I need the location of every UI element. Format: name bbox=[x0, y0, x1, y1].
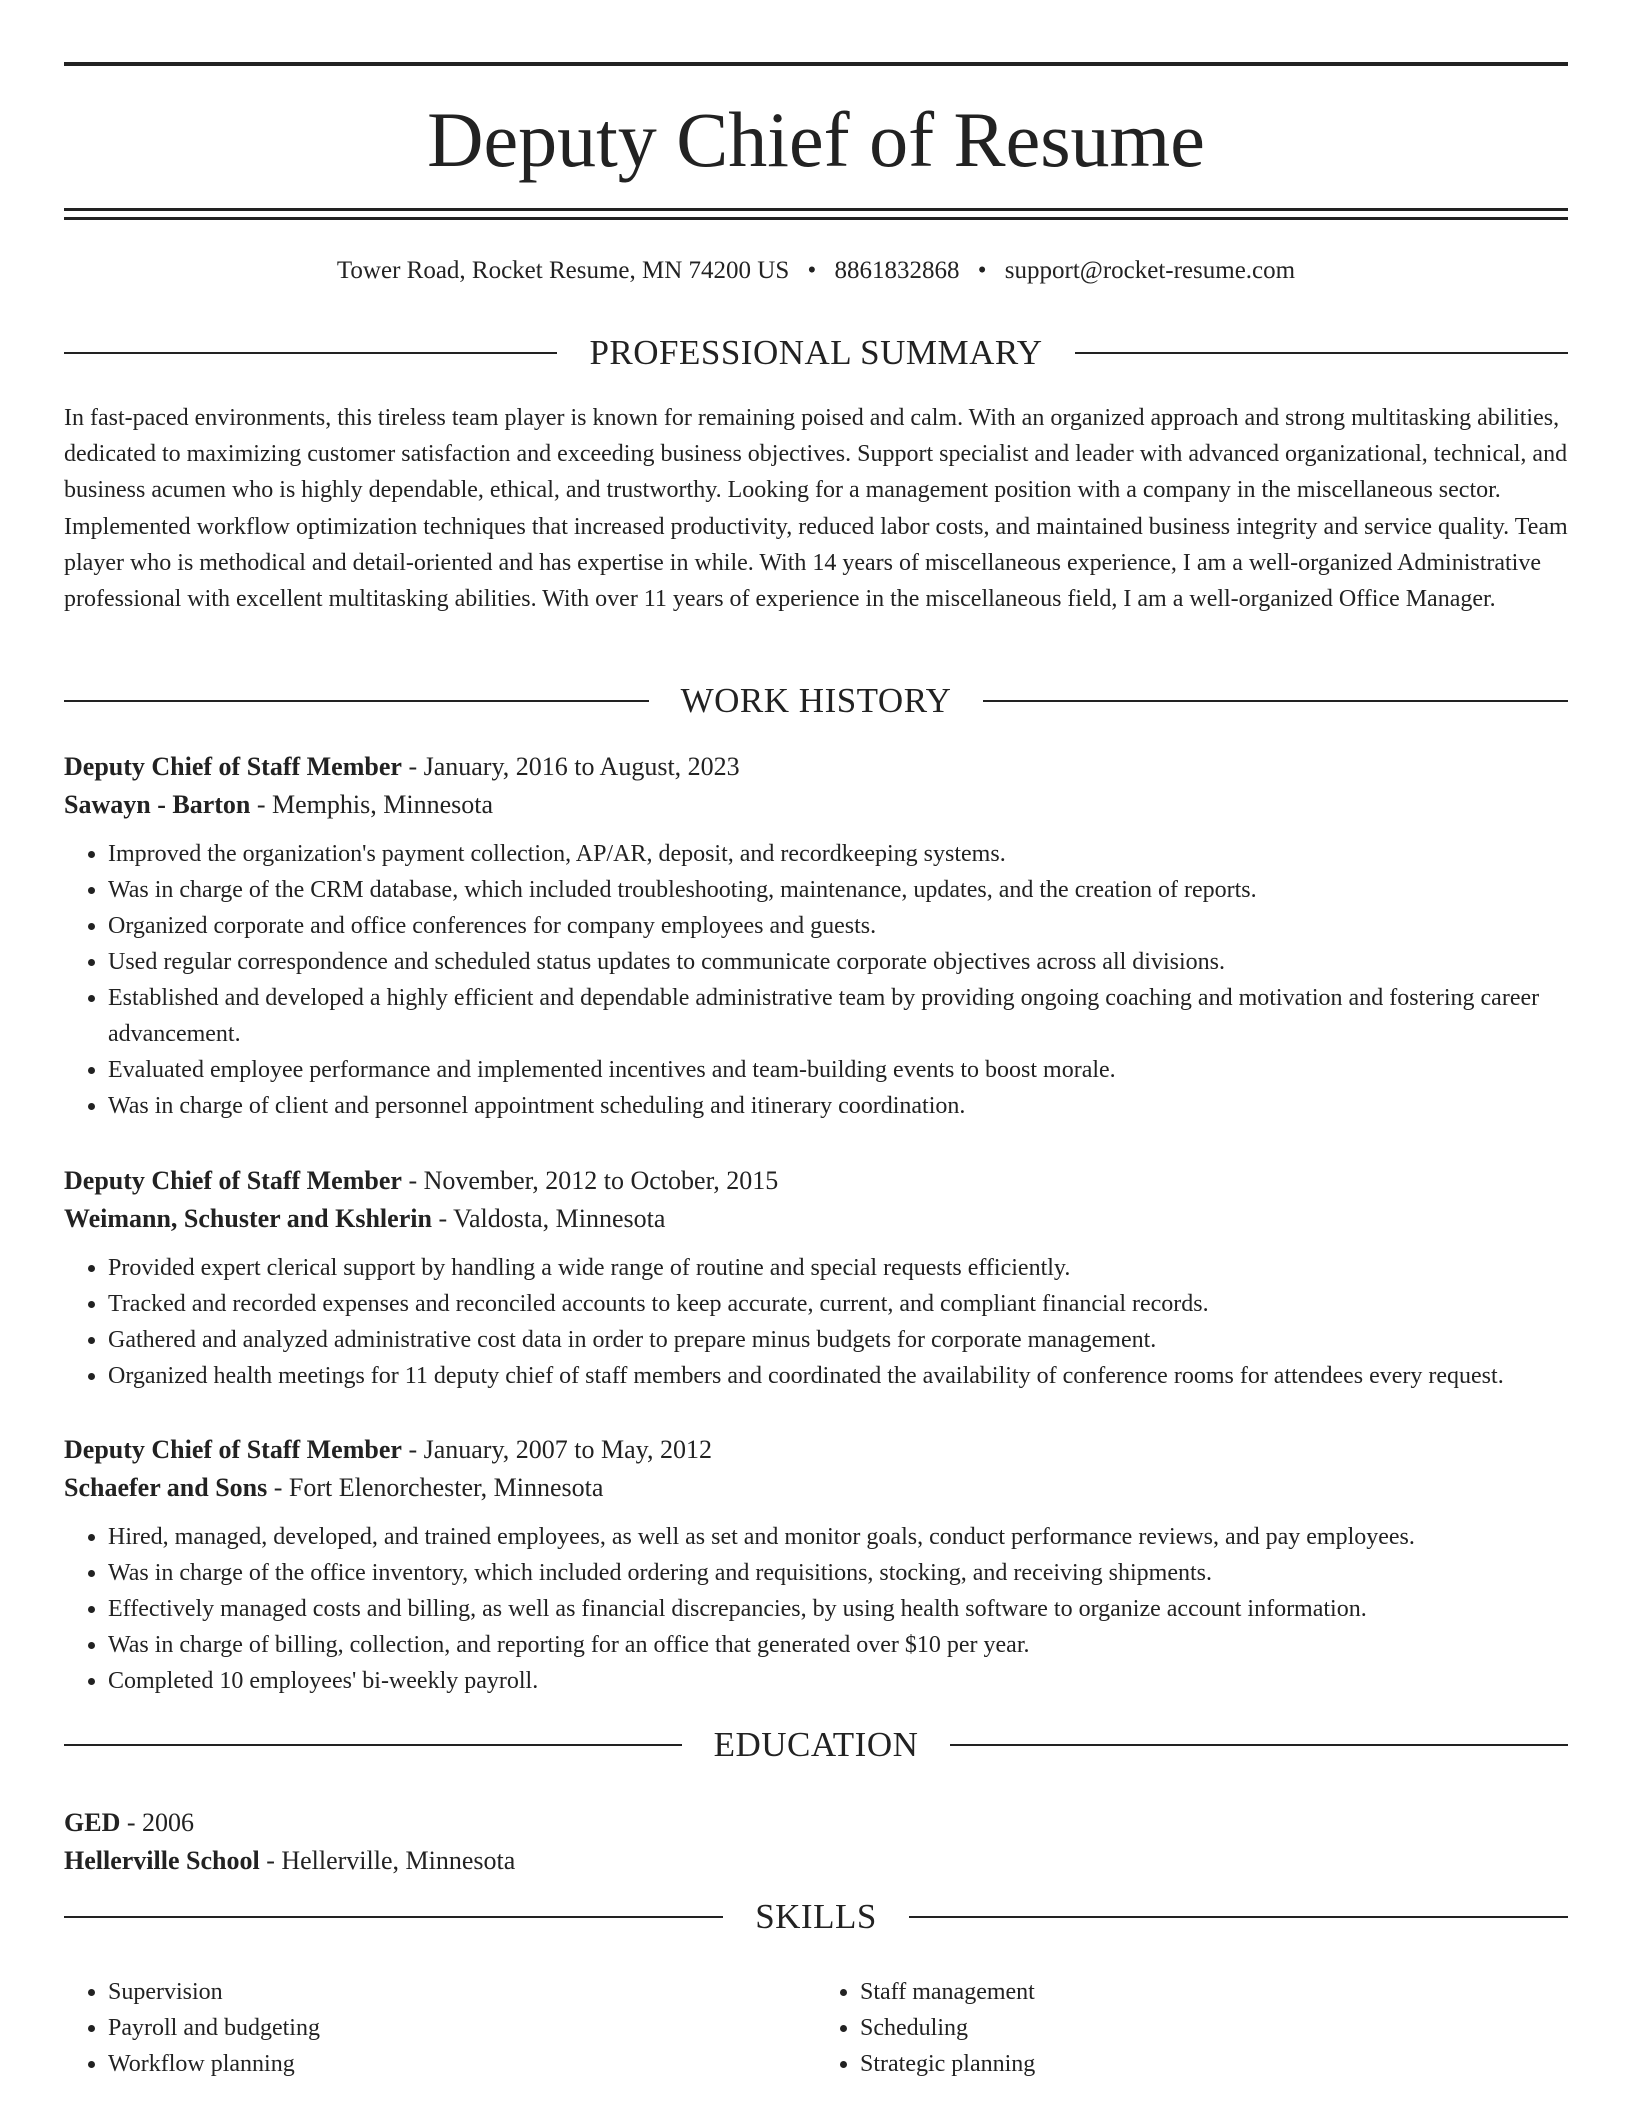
section-title: PROFESSIONAL SUMMARY bbox=[589, 333, 1043, 372]
list-item: • Used regular correspondence and scheduled status updates to communicate corporate objectives across all divisions. bbox=[108, 944, 1568, 980]
contact-address: Tower Road, Rocket Resume, MN 74200 US bbox=[336, 257, 790, 284]
header-double-rule bbox=[64, 208, 1568, 220]
section-header-work bbox=[64, 681, 1568, 721]
section-rule bbox=[909, 1916, 1568, 1918]
job-company: Schaefer and Sons bbox=[64, 1473, 268, 1502]
skills-column-left bbox=[64, 1974, 816, 2082]
contact-email: support@rocket-resume.com bbox=[1004, 257, 1296, 284]
skill-item: • Payroll and budgeting bbox=[108, 2010, 816, 2046]
list-item: • Was in charge of the CRM database, which included troubleshooting, maintenance, updates, and the creation of reports. bbox=[108, 872, 1568, 908]
job-bullets bbox=[64, 1250, 1568, 1394]
skill-item: • Strategic planning bbox=[860, 2046, 1568, 2082]
list-item: • Tracked and recorded expenses and reconciled accounts to keep accurate, current, and compliant financial records. bbox=[108, 1286, 1568, 1322]
section-rule bbox=[64, 1744, 682, 1746]
education-degree: GED bbox=[64, 1808, 121, 1837]
section-header-skills bbox=[64, 1897, 1568, 1937]
job-company-line bbox=[64, 1469, 1568, 1507]
list-item: • Established and developed a highly efficient and dependable administrative team by providing ongoing coaching and motivation and fostering career advancement. bbox=[108, 980, 1568, 1052]
section-rule bbox=[950, 1744, 1568, 1746]
section-title: WORK HISTORY bbox=[680, 681, 952, 720]
job-dates: - January, 2007 to May, 2012 bbox=[401, 1435, 712, 1464]
job-location: - Valdosta, Minnesota bbox=[431, 1204, 666, 1233]
list-item: • Improved the organization's payment collection, AP/AR, deposit, and recordkeeping systems. bbox=[108, 836, 1568, 872]
job-dates: - January, 2016 to August, 2023 bbox=[401, 752, 740, 781]
list-item: • Hired, managed, developed, and trained employees, as well as set and monitor goals, conduct performance reviews, and pay employees. bbox=[108, 1519, 1568, 1555]
section-rule bbox=[64, 352, 557, 354]
list-item: • Was in charge of the office inventory, which included ordering and requisitions, stocking, and receiving shipments. bbox=[108, 1555, 1568, 1591]
section-header-education bbox=[64, 1725, 1568, 1765]
job-company: Sawayn - Barton bbox=[64, 790, 251, 819]
job-title-line bbox=[64, 748, 1568, 786]
skill-item: • Scheduling bbox=[860, 2010, 1568, 2046]
list-item: • Organized health meetings for 11 deputy chief of staff members and coordinated the availability of conference rooms for attendees every request. bbox=[108, 1358, 1568, 1394]
education-school: Hellerville School bbox=[64, 1846, 260, 1875]
section-rule bbox=[64, 700, 649, 702]
section-title: SKILLS bbox=[755, 1897, 877, 1936]
job-title: Deputy Chief of Staff Member bbox=[64, 1166, 402, 1195]
job-entry bbox=[64, 1431, 1568, 1699]
list-item: • Gathered and analyzed administrative cost data in order to prepare minus budgets for corporate management. bbox=[108, 1322, 1568, 1358]
education-degree-line bbox=[64, 1804, 1568, 1842]
job-title-line bbox=[64, 1431, 1568, 1469]
contact-separator: • bbox=[977, 257, 987, 284]
skill-item: • Supervision bbox=[108, 1974, 816, 2010]
job-bullets bbox=[64, 1519, 1568, 1699]
list-item: • Organized corporate and office conferences for company employees and guests. bbox=[108, 908, 1568, 944]
education-school-line bbox=[64, 1842, 1568, 1880]
list-item: • Was in charge of client and personnel appointment scheduling and itinerary coordination. bbox=[108, 1088, 1568, 1124]
job-dates: - November, 2012 to October, 2015 bbox=[401, 1166, 779, 1195]
education-entry bbox=[64, 1804, 1568, 1880]
skill-item: • Workflow planning bbox=[108, 2046, 816, 2082]
list-item: • Completed 10 employees' bi-weekly payroll. bbox=[108, 1663, 1568, 1699]
contact-line bbox=[64, 256, 1568, 286]
section-rule bbox=[983, 700, 1568, 702]
list-item: • Was in charge of billing, collection, and reporting for an office that generated over $10 per year. bbox=[108, 1627, 1568, 1663]
section-rule bbox=[1075, 352, 1568, 354]
job-entry bbox=[64, 748, 1568, 1124]
job-title-line bbox=[64, 1162, 1568, 1200]
education-location: - Hellerville, Minnesota bbox=[259, 1846, 516, 1875]
resume-name: Deputy Chief of Resume bbox=[427, 96, 1205, 183]
contact-phone: 8861832868 bbox=[834, 257, 960, 284]
education-year: - 2006 bbox=[120, 1808, 195, 1837]
section-rule bbox=[64, 1916, 723, 1918]
job-location: - Memphis, Minnesota bbox=[250, 790, 494, 819]
skills-list bbox=[64, 1974, 1568, 2082]
job-company-line bbox=[64, 786, 1568, 824]
section-title: EDUCATION bbox=[713, 1725, 919, 1764]
job-company-line bbox=[64, 1200, 1568, 1238]
job-bullets bbox=[64, 836, 1568, 1124]
job-title: Deputy Chief of Staff Member bbox=[64, 752, 402, 781]
job-entry bbox=[64, 1162, 1568, 1394]
job-title: Deputy Chief of Staff Member bbox=[64, 1435, 402, 1464]
list-item: • Provided expert clerical support by handling a wide range of routine and special requests efficiently. bbox=[108, 1250, 1568, 1286]
section-header-summary bbox=[64, 333, 1568, 373]
contact-separator: • bbox=[807, 257, 817, 284]
skill-item: • Staff management bbox=[860, 1974, 1568, 2010]
list-item: • Evaluated employee performance and implemented incentives and team-building events to boost morale. bbox=[108, 1052, 1568, 1088]
summary-text: In fast-paced environments, this tireless team player is known for remaining poised and calm. With an organized approach and strong multitasking abilities, dedicated to maximizing customer satisfaction and exceeding business objectives. Support specialist and leader with advanced organizational, technical, and business acumen who is highly dependable, ethical, and trustworthy. Looking for a management position with a company in the miscellaneous sector. Implemented workflow optimization techniques that increased productivity, reduced labor costs, and maintained business integrity and service quality. Team player who is methodical and detail-oriented and has expertise in while. With 14 years of miscellaneous experience, I am a well-organized Administrative professional with excellent multitasking abilities. With over 11 years of experience in the miscellaneous field, I am a well-organized Office Manager. bbox=[64, 405, 1568, 613]
job-company: Weimann, Schuster and Kshlerin bbox=[64, 1204, 432, 1233]
top-rule bbox=[64, 62, 1568, 66]
skills-column-right bbox=[816, 1974, 1568, 2082]
job-location: - Fort Elenorchester, Minnesota bbox=[267, 1473, 604, 1502]
list-item: • Effectively managed costs and billing, as well as financial discrepancies, by using health software to organize account information. bbox=[108, 1591, 1568, 1627]
